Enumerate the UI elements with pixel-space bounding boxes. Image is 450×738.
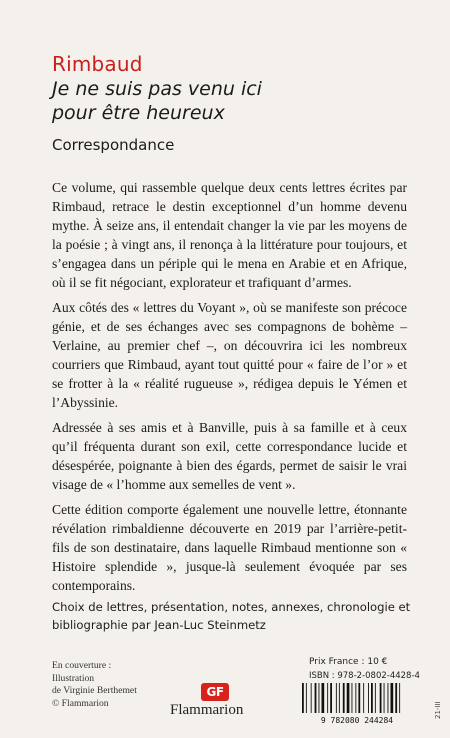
barcode	[292, 683, 422, 725]
barcode-bars	[302, 683, 400, 713]
book-subtitle: Correspondance	[52, 136, 175, 154]
barcode-bar	[355, 683, 356, 713]
title-line-1: Je ne suis pas venu ici	[52, 78, 262, 100]
publisher-name: Flammarion	[170, 702, 244, 718]
barcode-bar	[388, 683, 389, 713]
barcode-bar	[336, 683, 337, 713]
isbn-label: ISBN : 978-2-0802-4428-4	[309, 671, 420, 681]
title-line-2: pour être heureux	[52, 102, 225, 124]
cover-credit-line-3: de Virginie Berthemet	[52, 685, 137, 696]
blurb-paragraph-2: Aux côtés des « lettres du Voyant », où se manifeste son précoce génie, et de ses échanges avec ses compagnons de bohème – Verlaine, au premier chef –, on découvrira ici les nombreux courriers que Rimbaud, ayant tout quitté pour « faire de l’or » et se frotter à la « réalité rugueuse », rédigea depuis le Yémen et l’Abyssinie.	[52, 300, 407, 410]
barcode-bar	[302, 683, 304, 713]
cover-credit-line-1: En couverture :	[52, 660, 112, 671]
barcode-bar	[311, 683, 312, 713]
barcode-bar	[327, 683, 328, 713]
spine-code: 21-III	[434, 701, 442, 719]
barcode-bar	[371, 683, 373, 713]
barcode-number: 9 782080 244284	[320, 716, 394, 725]
barcode-bar	[380, 683, 382, 713]
price-label: Prix France : 10 €	[309, 657, 388, 667]
cover-credit-line-4: © Flammarion	[52, 697, 109, 709]
barcode-bar	[395, 683, 397, 713]
book-title	[52, 77, 262, 125]
barcode-bar	[306, 683, 307, 713]
barcode-bar	[391, 683, 394, 713]
editorial-credits: Choix de lettres, présentation, notes, annexes, chronologie et bibliographie par Jean-Luc Steinmetz	[52, 600, 411, 632]
barcode-bar	[339, 683, 340, 713]
cover-credit-line-2: Illustration	[52, 672, 95, 684]
barcode-bar	[363, 683, 364, 713]
gf-logo-icon: GF	[201, 683, 229, 701]
barcode-bar	[399, 683, 400, 713]
barcode-bar	[368, 683, 369, 713]
barcode-bar	[352, 683, 353, 713]
barcode-bar	[384, 683, 385, 713]
author-name: Rimbaud	[52, 52, 143, 76]
blurb-paragraph-1: Ce volume, qui rassemble quelque deux cents lettres écrites par Rimbaud, retrace le destin exceptionnel d’un homme devenu mythe. À seize ans, il entendait changer la vie par les moyens de la poésie ; à vingt ans, il renonça à la littérature pour toujours, et s’engagea dans un périple qui le mena en Arabie et en Afrique, où il se fit négociant, explorateur et trafiquant d’armes.	[52, 180, 407, 290]
barcode-bar	[375, 683, 376, 713]
blurb-paragraph-3: Adressée à ses amis et à Banville, puis à sa famille et à ceux qu’il fréquenta durant son exil, cette correspondance lucide et désespérée, poignante à bien des égards, permet de saisir le vrai visage de « l’homme aux semelles de vent ».	[52, 420, 407, 492]
cover-credit	[52, 660, 137, 710]
barcode-bar	[322, 683, 325, 713]
barcode-bar	[330, 683, 332, 713]
blurb-paragraph-4: Cette édition comporte également une nouvelle lettre, étonnante révélation rimbaldienne découverte en 2019 par l’arrière-petit-fils de son destinataire, dans laquelle Rimbaud mentionne son « Histoire splendide », jusque-là seulement évoquée par ses contemporains.	[52, 502, 407, 593]
barcode-bar	[343, 683, 345, 713]
barcode-bar	[319, 683, 320, 713]
blurb	[52, 178, 407, 601]
barcode-bar	[347, 683, 350, 713]
barcode-bar	[315, 683, 317, 713]
barcode-bar	[358, 683, 360, 713]
